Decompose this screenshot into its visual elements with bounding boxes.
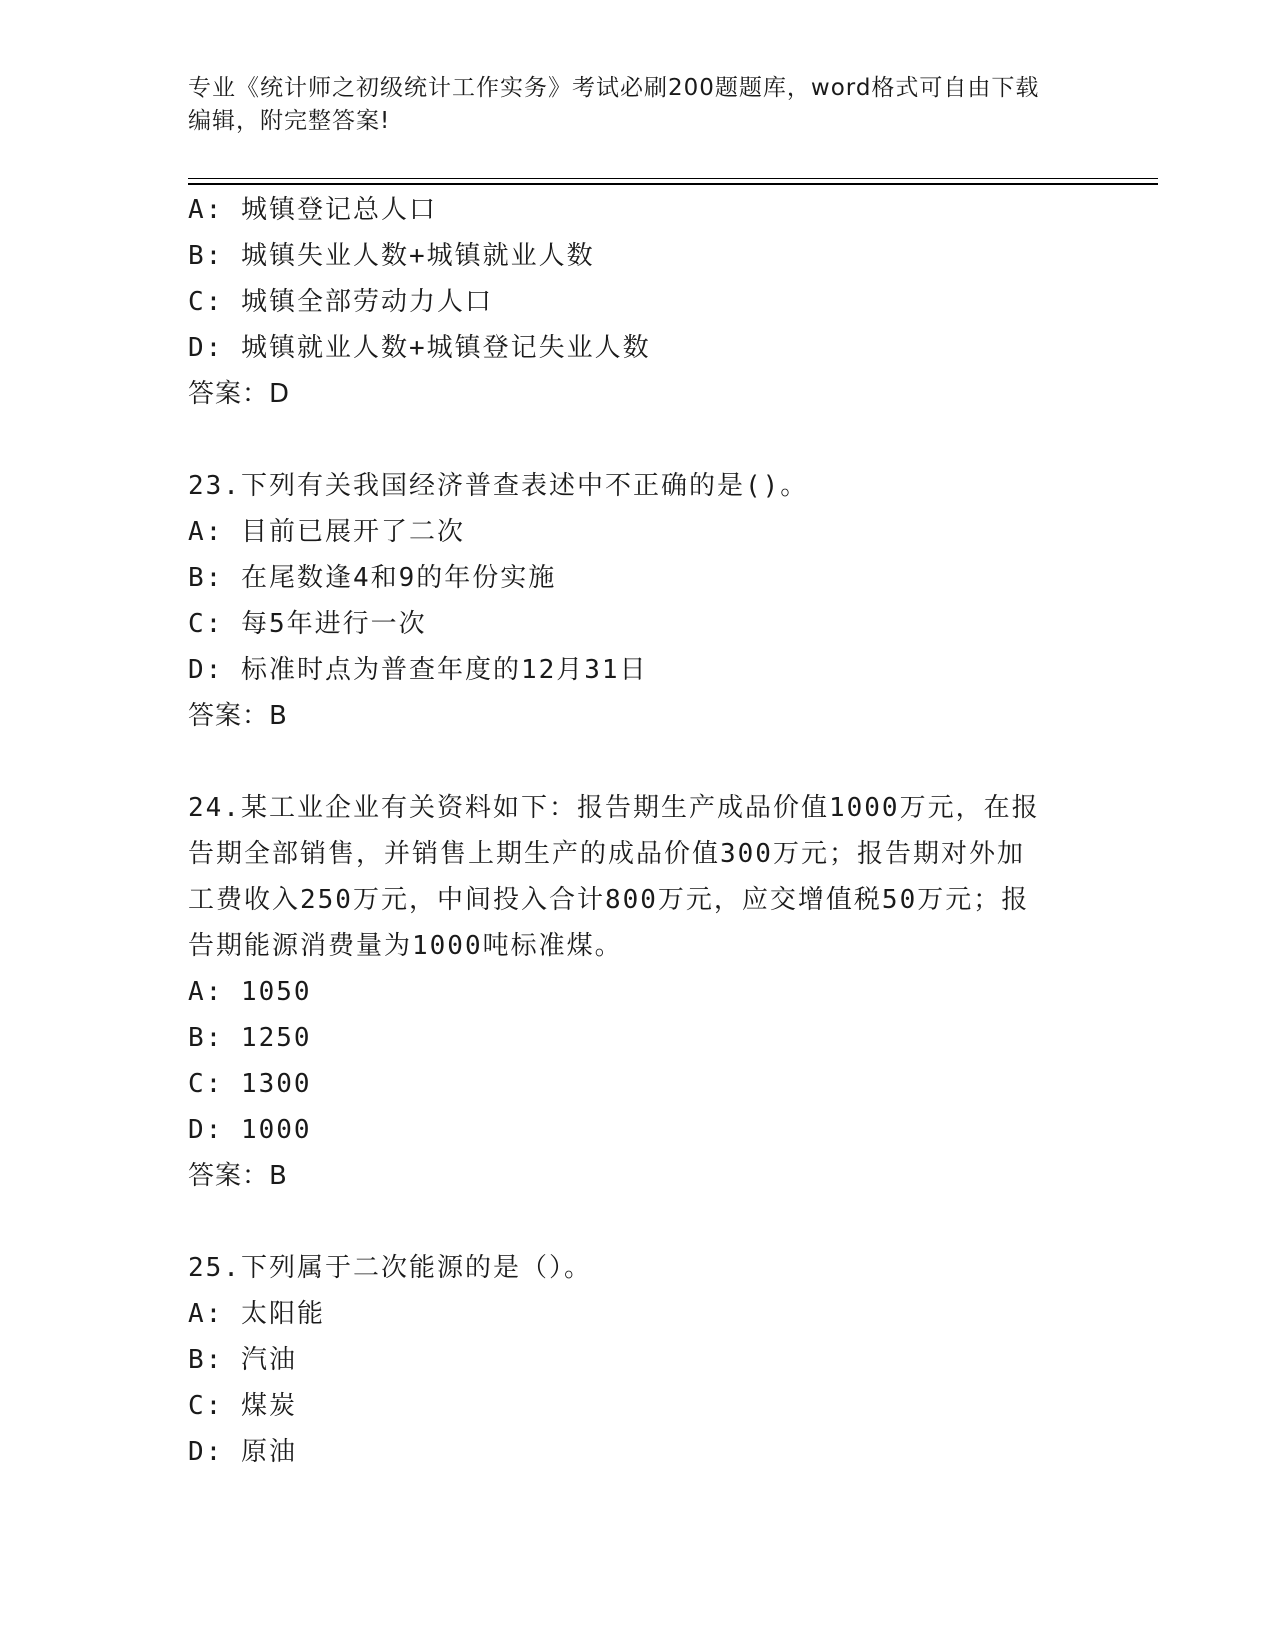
header-line-1: 专业《统计师之初级统计工作实务》考试必刷200题题库，word格式可自由下载: [188, 75, 1040, 101]
option-d: D: 城镇就业人数+城镇登记失业人数: [188, 333, 651, 363]
option-c: C: 煤炭: [188, 1391, 297, 1421]
header-divider-thick: [188, 183, 1158, 185]
spacer: [188, 417, 1088, 463]
question-stem: 25.下列属于二次能源的是（）。: [188, 1253, 592, 1283]
option-a: A: 1050: [188, 977, 312, 1007]
spacer: [188, 1199, 1088, 1245]
option-d: D: 原油: [188, 1437, 297, 1467]
option-d: D: 1000: [188, 1115, 312, 1145]
question-stem-line: 告期全部销售，并销售上期生产的成品价值300万元；报告期对外加: [188, 839, 1025, 869]
option-b: B: 1250: [188, 1023, 312, 1053]
option-c: C: 城镇全部劳动力人口: [188, 287, 493, 317]
answer-label: 答案：B: [188, 701, 288, 731]
option-b: B: 在尾数逢4和9的年份实施: [188, 563, 557, 593]
spacer: [188, 739, 1088, 785]
question-25: [188, 1245, 1088, 1475]
option-b: B: 城镇失业人数+城镇就业人数: [188, 241, 595, 271]
question-stem-line: 告期能源消费量为1000吨标准煤。: [188, 931, 623, 961]
option-c: C: 1300: [188, 1069, 312, 1099]
answer-label: 答案：B: [188, 1161, 288, 1191]
header-divider-thin: [188, 178, 1158, 179]
question-stem: 23.下列有关我国经济普查表述中不正确的是()。: [188, 471, 809, 501]
option-a: A: 目前已展开了二次: [188, 517, 465, 547]
option-c: C: 每5年进行一次: [188, 609, 427, 639]
question-24: [188, 785, 1088, 1199]
option-d: D: 标准时点为普查年度的12月31日: [188, 655, 648, 685]
document-header: [188, 72, 1088, 138]
question-content: [188, 187, 1088, 1475]
question-stem-line: 工费收入250万元，中间投入合计800万元，应交增值税50万元；报: [188, 885, 1030, 915]
question-23: [188, 463, 1088, 739]
option-a: A: 城镇登记总人口: [188, 195, 437, 225]
header-line-2: 编辑，附完整答案!: [188, 108, 391, 134]
option-b: B: 汽油: [188, 1345, 297, 1375]
answer-label: 答案：D: [188, 379, 291, 409]
option-a: A: 太阳能: [188, 1299, 325, 1329]
question-stem-line: 24.某工业企业有关资料如下：报告期生产成品价值1000万元，在报: [188, 793, 1040, 823]
question-22: [188, 187, 1088, 417]
